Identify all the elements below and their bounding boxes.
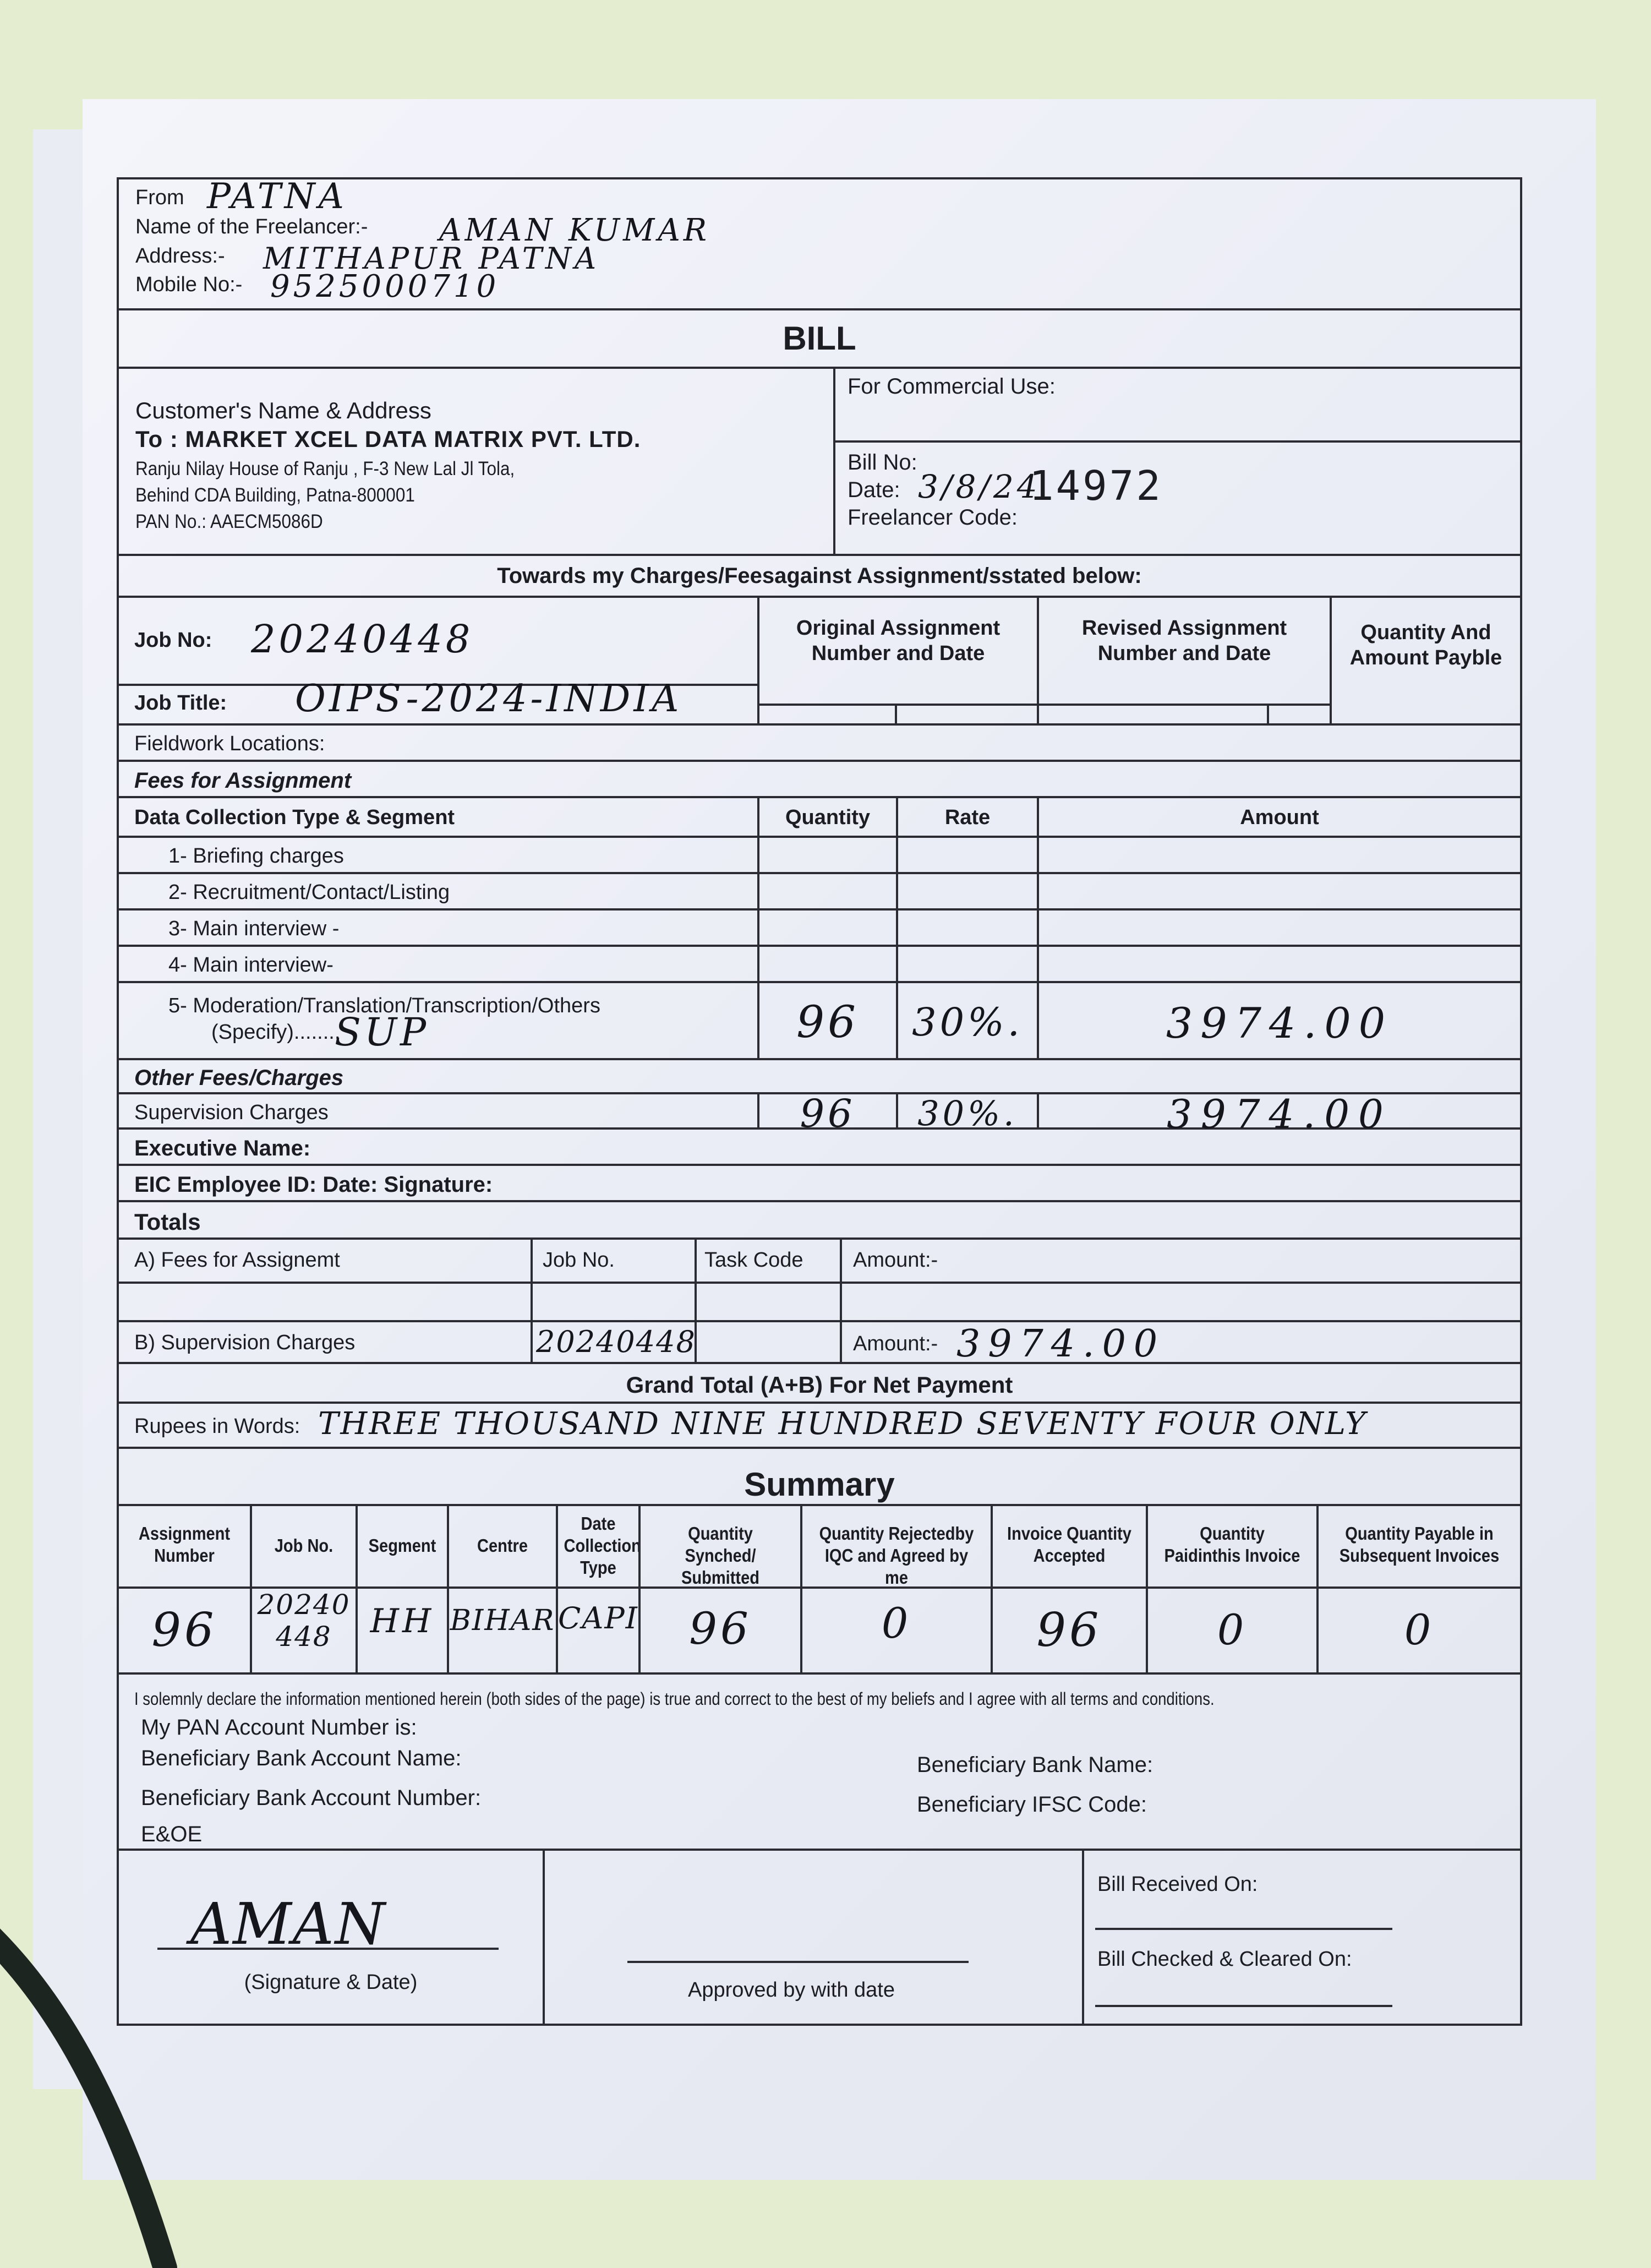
totals-task-code-cell (695, 1240, 840, 1320)
fee-row-5-qty: 96 (796, 996, 859, 1048)
date-label: Date: (848, 478, 900, 502)
summary-header-row (119, 1506, 1520, 1589)
address-label: Address:- (135, 244, 225, 268)
fee-row-5-amount: 3974.00 (1166, 999, 1393, 1048)
totals-title: Totals (134, 1209, 201, 1235)
approved-cell (543, 1851, 1082, 2026)
summary-col-segment (356, 1506, 447, 1586)
bank-account-name-label: Beneficiary Bank Account Name: (141, 1746, 462, 1770)
summary-header-date-type: Date Collection Type (564, 1513, 641, 1578)
summary-header-job-no: Job No. (274, 1535, 334, 1556)
totals-job-no-label: Job No. (543, 1249, 615, 1272)
fee-row (119, 838, 1520, 874)
totals-task-code-label: Task Code (704, 1249, 803, 1272)
supervision-total-amount: 3974.00 (956, 1322, 1166, 1366)
supervision-qty-cell (757, 1091, 896, 1136)
fee-row (119, 947, 1520, 983)
qty-amount-cell (1330, 598, 1520, 723)
bank-name-label: Beneficiary Bank Name: (917, 1753, 1153, 1777)
executive-name-row (119, 1130, 1520, 1166)
summary-header-payable: Quantity Payable in Subsequent Invoices (1339, 1523, 1500, 1566)
col-qty (757, 798, 896, 836)
job-title-label: Job Title: (134, 691, 227, 715)
supervision-label: Supervision Charges (134, 1101, 329, 1124)
supervision-amount-cell (1037, 1091, 1520, 1137)
supervision-amount: 3974.00 (1167, 1091, 1392, 1137)
job-title-value: OIPS-2024-INDIA (295, 677, 682, 721)
mobile-value: 9525000710 (270, 269, 500, 304)
towards-row (119, 556, 1520, 598)
commercial-heading: For Commercial Use: (848, 374, 1056, 399)
fee-row-label: 2- Recruitment/Contact/Listing (168, 881, 450, 904)
totals-amount-cell (840, 1240, 1520, 1320)
declaration-block (119, 1675, 1520, 1851)
totals-title-row (119, 1202, 1520, 1240)
towards-text: Towards my Charges/Feesagainst Assignment/sstated below: (497, 564, 1142, 588)
commercial-block (833, 369, 1520, 554)
col-type-header: Data Collection Type & Segment (134, 806, 455, 829)
totals-b-row (119, 1322, 1520, 1364)
totals-job-no-cell (531, 1240, 695, 1320)
fees-assignment-label: A) Fees for Assignemt (134, 1249, 340, 1272)
customer-address-2: Behind CDA Building, Patna-800001 (135, 484, 415, 506)
job-no-label: Job No: (134, 629, 212, 652)
supervision-row (119, 1091, 1520, 1137)
col-amount (1037, 798, 1520, 836)
fee-row (119, 911, 1520, 947)
grand-total-row (119, 1364, 1520, 1404)
fee-row-label: 1- Briefing charges (168, 844, 344, 868)
fee-row-5-rate: 30%. (912, 1000, 1023, 1045)
eoe-label: E&OE (141, 1822, 203, 1846)
freelancer-code-label: Freelancer Code: (848, 505, 1018, 530)
summary-col-synched (638, 1506, 800, 1586)
fee-row-5-specify: (Specify)........ (211, 1021, 341, 1044)
supervision-rate: 30%. (917, 1093, 1018, 1133)
summary-value-segment: HH (370, 1602, 435, 1640)
summary-col-accepted (991, 1506, 1146, 1586)
summary-header-paid: Quantity Paidinthis Invoice (1164, 1523, 1300, 1566)
summary-col-rejected (800, 1506, 991, 1586)
bill-received-line (1095, 1928, 1392, 1930)
summary-value-synched: 96 (689, 1603, 752, 1654)
summary-value-accepted: 96 (1036, 1603, 1102, 1657)
summary-value-centre: BIHAR (450, 1604, 555, 1637)
summary-header-accepted: Invoice Quantity Accepted (1007, 1523, 1131, 1566)
cable-object (0, 1883, 231, 2268)
mobile-label: Mobile No:- (135, 273, 243, 296)
bill-title: BILL (783, 320, 856, 357)
summary-value-payable: 0 (1404, 1605, 1435, 1654)
summary-title-row (119, 1449, 1520, 1506)
col-rate-header: Rate (944, 806, 991, 829)
customer-block (119, 369, 833, 554)
freelancer-signature: AMAN (190, 1890, 386, 1958)
from-value: PATNA (207, 176, 347, 217)
fee-row-5-amount-cell (1037, 983, 1520, 1058)
customer-pan: PAN No.: AAECM5086D (135, 511, 323, 532)
address-value: MITHAPUR PATNA (263, 241, 600, 276)
bill-no-label: Bill No: (848, 450, 917, 475)
supervision-total-label: B) Supervision Charges (134, 1331, 356, 1354)
summary-values-row (119, 1589, 1520, 1675)
fieldwork-label: Fieldwork Locations: (134, 732, 325, 755)
pan-account-label: My PAN Account Number is: (141, 1715, 417, 1740)
ifsc-label: Beneficiary IFSC Code: (917, 1792, 1147, 1817)
customer-to-line: To : MARKET XCEL DATA MATRIX PVT. LTD. (135, 426, 641, 452)
bank-account-number-label: Beneficiary Bank Account Number: (141, 1786, 482, 1810)
supervision-total-amount-label: Amount:- (853, 1332, 938, 1355)
summary-col-centre (447, 1506, 556, 1586)
summary-value-rejected: 0 (881, 1599, 912, 1648)
date-value: 3/8/24 (918, 468, 1041, 505)
declaration-statement: I solemnly declare the information mentioned herein (both sides of the page) is true and correct to the best of my beliefs and I agree with all terms and conditions. (134, 1689, 1215, 1709)
bill-receipt-cell (1082, 1851, 1520, 2026)
bill-received-label: Bill Received On: (1097, 1873, 1258, 1896)
summary-value-assignment: 96 (151, 1603, 217, 1657)
fee-row-5 (119, 983, 1520, 1060)
fees-section-title: Fees for Assignment (134, 768, 352, 793)
summary-title: Summary (744, 1466, 895, 1503)
signature-caption: (Signature & Date) (244, 1971, 418, 1994)
fees-header-row (119, 798, 1520, 838)
summary-col-job-no (250, 1506, 356, 1586)
grand-total-label: Grand Total (A+B) For Net Payment (626, 1372, 1013, 1398)
summary-value-paid: 0 (1217, 1605, 1248, 1654)
bill-form (117, 177, 1522, 2026)
other-fees-title: Other Fees/Charges (134, 1066, 344, 1090)
approved-line (627, 1961, 969, 1963)
fee-row-5-specify-value: SUP (335, 1010, 430, 1055)
summary-col-date-type (556, 1506, 641, 1586)
summary-header-centre: Centre (477, 1535, 528, 1556)
bill-checked-line (1095, 2005, 1392, 2007)
bill-number-stamp: 14972 (1029, 462, 1163, 510)
summary-col-paid (1146, 1506, 1316, 1586)
fieldwork-row (119, 726, 1520, 762)
job-no-value: 20240448 (251, 617, 474, 662)
fee-row-label: 3- Main interview - (168, 917, 340, 940)
fees-section-row (119, 762, 1520, 798)
summary-col-assignment (119, 1506, 250, 1586)
eic-label: EIC Employee ID: Date: Signature: (134, 1173, 493, 1197)
fee-row-5-label: 5- Moderation/Translation/Transcription/Others (168, 994, 600, 1017)
summary-header-rejected: Quantity Rejectedby IQC and Agreed by me (819, 1523, 974, 1588)
qty-amount-header: Quantity And Amount Payble (1349, 621, 1502, 669)
rupees-label: Rupees in Words: (134, 1415, 300, 1438)
job-block (119, 598, 1520, 726)
from-label: From (135, 186, 184, 209)
supervision-job-no: 20240448 (536, 1324, 696, 1359)
col-rate (896, 798, 1037, 836)
eic-row (119, 1166, 1520, 1202)
fee-row-5-qty-cell (757, 983, 896, 1058)
rupees-value: THREE THOUSAND NINE HUNDRED SEVENTY FOUR ONLY (318, 1406, 1368, 1442)
freelancer-name-label: Name of the Freelancer:- (135, 215, 368, 238)
supervision-total-amount-cell (840, 1322, 1520, 1366)
col-qty-header: Quantity (785, 806, 871, 829)
freelancer-name-value: AMAN KUMAR (439, 212, 710, 248)
supervision-qty: 96 (800, 1091, 856, 1136)
col-amount-header: Amount (1240, 806, 1319, 829)
other-fees-section-row (119, 1060, 1520, 1094)
customer-address-1: Ranju Nilay House of Ranju , F-3 New Lal Jl Tola, (135, 458, 515, 479)
freelancer-header (119, 176, 1520, 310)
customer-commercial-row (119, 369, 1520, 556)
summary-col-payable (1316, 1506, 1520, 1586)
footer-row (119, 1851, 1520, 2026)
totals-a-row (119, 1240, 1520, 1322)
revised-assignment-header: Revised Assignment Number and Date (1081, 617, 1287, 665)
executive-name-label: Executive Name: (134, 1136, 311, 1160)
supervision-job-no-cell (531, 1322, 695, 1362)
revised-assignment-cell (1037, 598, 1330, 723)
summary-header-segment: Segment (368, 1535, 436, 1556)
summary-value-job-no: 20240 448 (257, 1589, 351, 1653)
rupees-row (119, 1404, 1520, 1449)
bill-title-row (119, 310, 1520, 369)
approved-caption: Approved by with date (687, 1978, 895, 2002)
original-assignment-header: Original Assignment Number and Date (796, 617, 1001, 665)
original-assignment-cell (757, 598, 1037, 723)
summary-header-synched: Quantity Synched/ Submitted (681, 1523, 759, 1588)
fee-row-label: 4- Main interview- (168, 953, 334, 977)
totals-amount-label: Amount:- (853, 1249, 938, 1272)
summary-header-assignment: Assignment Number (138, 1523, 231, 1566)
summary-value-date-type: CAPI (558, 1601, 638, 1635)
fee-row (119, 874, 1520, 911)
bill-checked-label: Bill Checked & Cleared On: (1097, 1948, 1352, 1971)
supervision-rate-cell (896, 1093, 1037, 1133)
fee-row-5-rate-cell (896, 983, 1037, 1058)
customer-heading: Customer's Name & Address (135, 397, 431, 423)
